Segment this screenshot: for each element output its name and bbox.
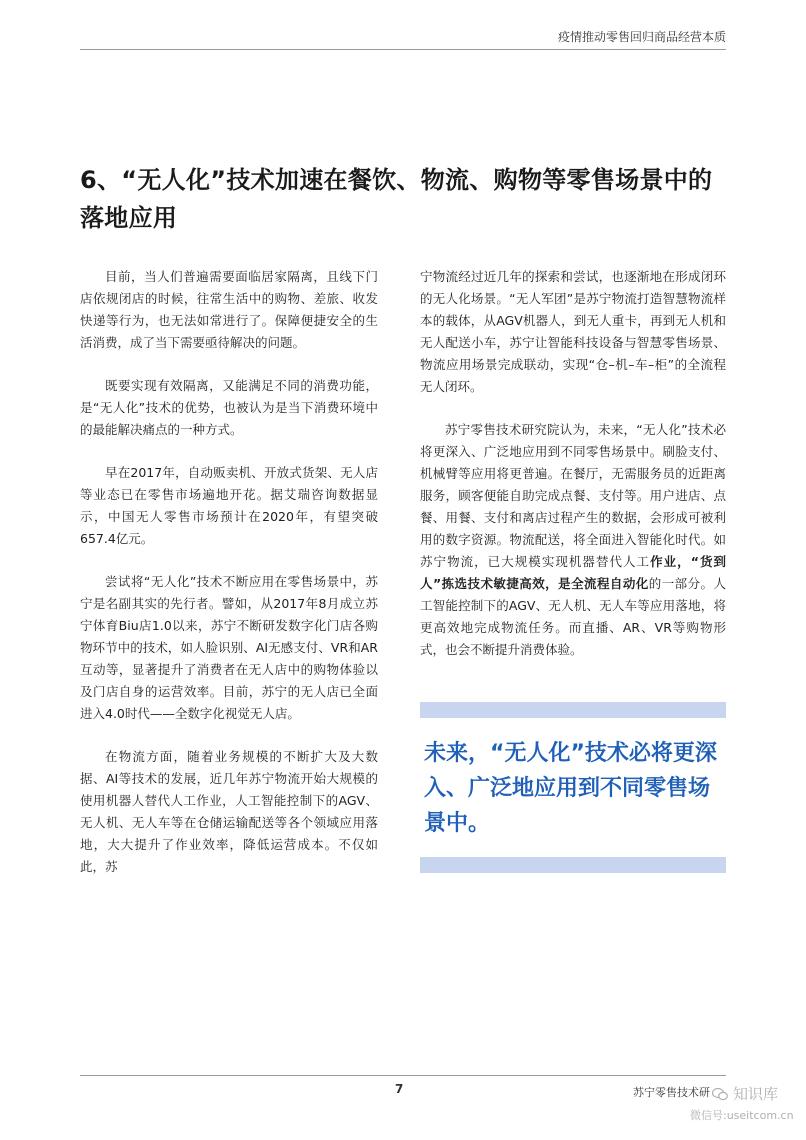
wechat-icon bbox=[712, 1087, 728, 1101]
paragraph-text: 的一部分。人工智能控制下的AGV、无人机、无人车等应用落地，将更高效地完成物流任务。而直播、AR、VR等购物形式，也会不断提升消费体验。 bbox=[420, 576, 726, 657]
header-divider bbox=[80, 49, 726, 50]
footer-org-name: 苏宁零售技术研 bbox=[633, 1086, 710, 1099]
pull-quote-bar-bottom bbox=[420, 857, 726, 873]
paragraph-text: 苏宁零售技术研究院认为，未来，“无人化”技术必将更深入、广泛地应用到不同零售场景中。刷脸支付、机械臂等应用将更普遍。在餐厅，无需服务员的近距离服务，顾客便能自助完成点餐、支付等。用户进店、点餐、用餐、支付和离店过程产生的数据，会形成可被利用的数字资源。物流配送，将全面进入智能化时代。如苏宁物流，已大规模实现机器替代人工 bbox=[420, 422, 726, 569]
watermark-subtext: 微信号:useitcom.cn bbox=[690, 1109, 794, 1122]
right-column bbox=[420, 266, 726, 682]
left-column bbox=[80, 266, 378, 899]
footer-divider bbox=[80, 1075, 726, 1076]
pull-quote-bar-top bbox=[420, 702, 726, 718]
paragraph-continuation: 宁物流经过近几年的探索和尝试，也逐渐地在形成闭环的无人化场景。“无人军团”是苏宁物流打造智慧物流样本的载体，从AGV机器人，到无人重卡，再到无人机和无人配送小车，苏宁让智能科技设备与智慧零售场景、物流应用场景完成联动，实现“仓–机–车–柜”的全流程无人闭环。 bbox=[420, 269, 726, 394]
watermark-text: 知识库 bbox=[733, 1085, 779, 1103]
paragraph: 早在2017年，自动贩卖机、开放式货架、无人店等业态已在零售市场遍地开花。据艾瑞咨询数据显示，中国无人零售市场预计在2020年，有望突破657.4亿元。 bbox=[80, 465, 378, 546]
paragraph: 尝试将“无人化”技术不断应用在零售场景中，苏宁是名副其实的先行者。譬如，从2017年8月成立苏宁体育Biu店1.0以来，苏宁不断研发数字化门店各购物环节中的技术，如人脸识别、AI无感支付、VR和AR互动等，显著提升了消费者在无人店中的购物体验以及门店自身的运营效率。目前，苏宁的无人店已全面进入4.0时代——全数字化视觉无人店。 bbox=[80, 574, 378, 721]
paragraph: 目前，当人们普遍需要面临居家隔离，且线下门店依规闭店的时候，往常生活中的购物、差旅、收发快递等行为，也无法如常进行了。保障便捷安全的生活消费，成了当下需要亟待解决的问题。 bbox=[80, 269, 378, 350]
paragraph: 既要实现有效隔离，又能满足不同的消费功能，是“无人化”技术的优势，也被认为是当下消费环境中的最能解决痛点的一种方式。 bbox=[80, 378, 378, 437]
section-heading: 6、“无人化”技术加速在餐饮、物流、购物等零售场景中的落地应用 bbox=[80, 166, 713, 232]
pull-quote: 未来，“无人化”技术必将更深入、广泛地应用到不同零售场景中。 bbox=[424, 741, 717, 836]
bold-phrase: 作业，“货到人”拣选技术敏捷高效，是全流程自动化 bbox=[420, 554, 726, 591]
paragraph: 在物流方面，随着业务规模的不断扩大及大数据、AI等技术的发展，近几年苏宁物流开始大规模的使用机器人替代人工作业，人工智能控制下的AGV、无人机、无人车等在仓储运输配送等各个领域应用落地，大大提升了作业效率，降低运营成本。不仅如此，苏 bbox=[80, 749, 378, 874]
running-header: 疫情推动零售回归商品经营本质 bbox=[557, 30, 726, 44]
page-number: 7 bbox=[395, 1082, 404, 1096]
paragraph bbox=[420, 419, 726, 661]
